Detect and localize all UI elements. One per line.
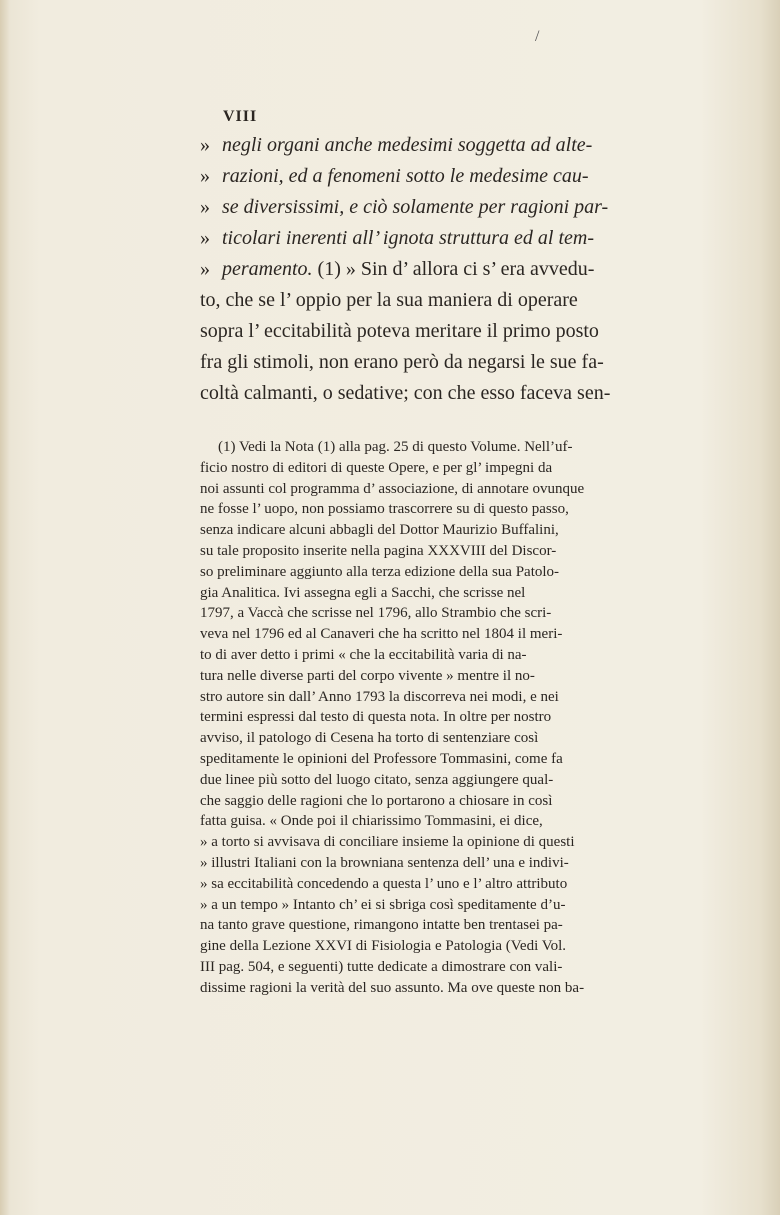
quote-mark: »: [200, 227, 210, 249]
footnote-line: na tanto grave questione, rimangono intatte ben trentasei pa-: [200, 917, 563, 934]
main-text: [200, 130, 690, 409]
footnote-line: » illustri Italiani con la browniana sentenza dell’ una e indivi-: [200, 854, 569, 871]
footnote-line: tura nelle diverse parti del corpo vivente » mentre il no-: [200, 667, 535, 684]
footnote-line: fatta guisa. « Onde poi il chiarissimo Tommasini, ei dice,: [200, 813, 543, 830]
footnote-line: speditamente le opinioni del Professore Tommasini, come fa: [200, 750, 563, 767]
footnote-line: to di aver detto i primi « che la eccitabilità varia di na-: [200, 646, 527, 663]
main-line-text: razioni, ed a fenomeni sotto le medesime cau-: [222, 165, 589, 187]
quote-mark: »: [200, 134, 210, 156]
footnote-line: III pag. 504, e seguenti) tutte dedicate a dimostrare con vali-: [200, 958, 563, 975]
footnote-line: noi assunti col programma d’ associazione, di annotare ovunque: [200, 480, 585, 497]
main-line-text: peramento.: [222, 258, 313, 280]
main-line-text: sopra l’ eccitabilità poteva meritare il primo posto: [200, 320, 599, 342]
footnote-line: (1) Vedi la Nota (1) alla pag. 25 di questo Volume. Nell’uf-: [218, 439, 573, 455]
main-line-text: to, che se l’ oppio per la sua maniera di operare: [200, 289, 578, 311]
footnote: [200, 437, 694, 999]
footnote-line: che saggio delle ragioni che lo portarono a chiosare in così: [200, 792, 553, 809]
footnote-line: termini espressi dal testo di questa nota. In oltre per nostro: [200, 709, 552, 726]
main-line-text: negli organi anche medesimi soggetta ad alte-: [222, 134, 593, 156]
footnote-line: 1797, a Vaccà che scrisse nel 1796, allo Strambio che scri-: [200, 605, 552, 622]
main-line-text-roman: (1) » Sin d’ allora ci s’ era avvedu-: [312, 258, 595, 280]
footnote-line: senza indicare alcuni abbagli del Dottor Maurizio Buffalini,: [200, 522, 559, 539]
footnote-line: » a un tempo » Intanto ch’ ei si sbriga così speditamente d’u-: [200, 896, 566, 913]
quote-mark: »: [200, 196, 210, 218]
main-line: [200, 223, 690, 254]
footnote-line: avviso, il patologo di Cesena ha torto di sentenziare così: [200, 730, 539, 747]
page-spine-shadow: [0, 0, 10, 1215]
footnote-line: gine della Lezione XXVI di Fisiologia e Patologia (Vedi Vol.: [200, 938, 567, 955]
page-number: VIII: [223, 108, 258, 125]
main-line: [200, 192, 690, 223]
main-line: [200, 378, 690, 409]
footnote-line: su tale proposito inserite nella pagina XXXVIII del Discor-: [200, 542, 557, 559]
footnote-line: gia Analitica. Ivi assegna egli a Sacchi, che scrisse nel: [200, 584, 526, 601]
main-line-text: se diversissimi, e ciò solamente per ragioni par-: [222, 196, 609, 218]
main-line: [200, 130, 690, 161]
quote-mark: »: [200, 165, 210, 187]
footnote-line: veva nel 1796 ed al Canaveri che ha scritto nel 1804 il meri-: [200, 626, 563, 643]
main-line: [200, 161, 690, 192]
footnote-line: due linee più sotto del luogo citato, senza aggiungere qual-: [200, 771, 554, 788]
footnote-line: ne fosse l’ uopo, non possiamo trascorrere su di questo passo,: [200, 501, 569, 518]
main-line-text: coltà calmanti, o sedative; con che esso faceva sen-: [200, 382, 611, 404]
quote-mark: »: [200, 258, 210, 280]
footnote-line: » sa eccitabilità concedendo a questa l’ uno e l’ altro attributo: [200, 875, 568, 892]
footnote-line: » a torto si avvisava di conciliare insieme la opinione di questi: [200, 834, 575, 851]
corner-mark: /: [535, 28, 540, 45]
footnote-line: ficio nostro di editori di queste Opere, e per gl’ impegni da: [200, 459, 553, 476]
main-line: [200, 347, 690, 378]
footnote-line: stro autore sin dall’ Anno 1793 la discorreva nei modi, e nei: [200, 688, 559, 705]
main-line: [200, 285, 690, 316]
main-line: [200, 254, 690, 285]
footnote-line: so preliminare aggiunto alla terza edizione della sua Patolo-: [200, 563, 560, 580]
main-line-text: ticolari inerenti all’ ignota struttura ed al tem-: [222, 227, 595, 249]
footnote-line: dissime ragioni la verità del suo assunto. Ma ove queste non ba-: [200, 979, 585, 996]
main-line-text: fra gli stimoli, non erano però da negarsi le sue fa-: [200, 351, 604, 373]
main-line: [200, 316, 690, 347]
